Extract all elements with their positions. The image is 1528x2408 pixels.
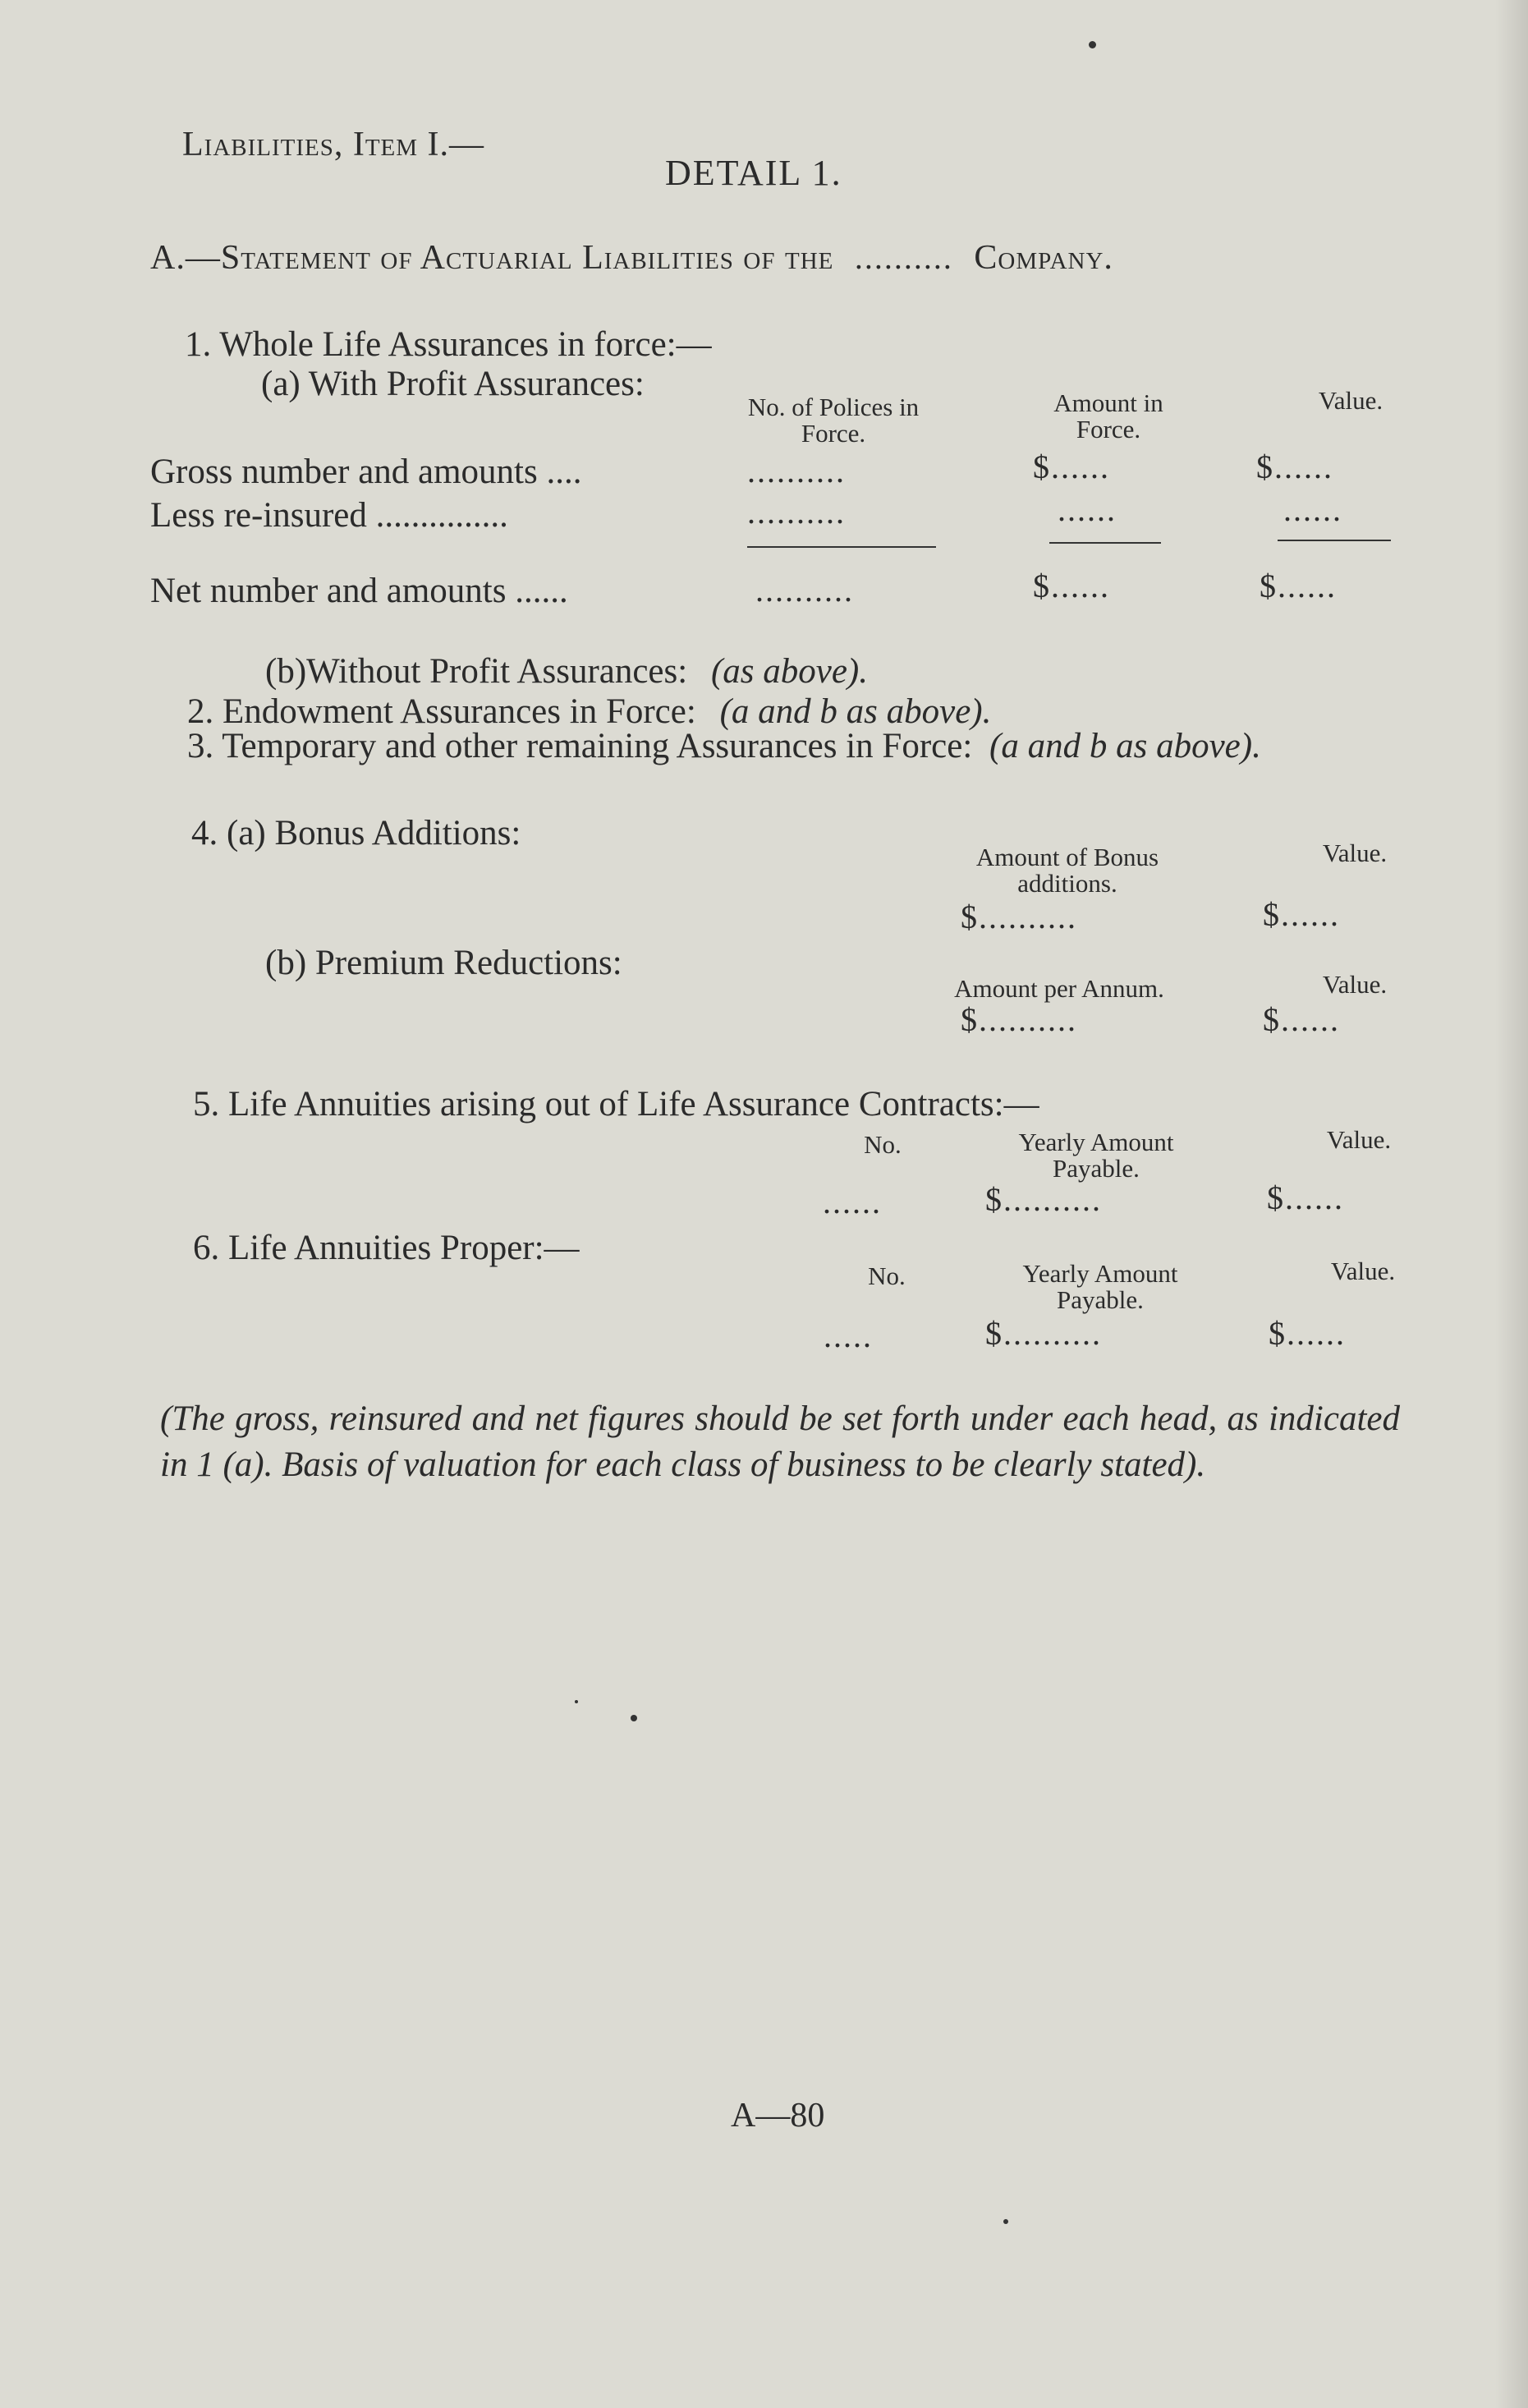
- premium-amount: $..........: [961, 1001, 1077, 1038]
- col-header-premium-amount: Amount per Annum.: [954, 974, 1164, 1003]
- bonus-amount: $..........: [961, 898, 1077, 935]
- col-header-bonus-value: Value.: [1322, 839, 1388, 867]
- row-reinsured-value: ......: [1283, 491, 1342, 528]
- row-net-policies: ..........: [755, 572, 854, 609]
- paper-speck: [631, 1715, 637, 1721]
- paper-speck: [575, 1700, 578, 1703]
- item5-heading: 5. Life Annuities arising out of Life Assurance Contracts:—: [193, 1085, 1039, 1124]
- row-gross-value: $......: [1256, 448, 1333, 485]
- detail-title: DETAIL 1.: [665, 153, 842, 193]
- annuity-value: $......: [1267, 1179, 1344, 1216]
- item2: 2. Endowment Assurances in Force: (a and b as above).: [187, 692, 992, 731]
- col-header-proper-no: No.: [868, 1261, 906, 1290]
- paper-speck: [1089, 41, 1096, 48]
- paper-speck: [1003, 2219, 1008, 2224]
- row-net-amount: $......: [1033, 568, 1110, 604]
- proper-yearly: $..........: [985, 1315, 1102, 1352]
- rule-policies: [747, 546, 936, 548]
- item4-sub-b: (b) Premium Reductions:: [265, 944, 622, 982]
- col-header-premium-value: Value.: [1322, 970, 1388, 999]
- annuity-no: ......: [823, 1183, 882, 1220]
- row-gross-label: Gross number and amounts ....: [150, 453, 582, 491]
- col-header-annuity-no: No.: [864, 1130, 902, 1159]
- col-header-annuity-yearly: Yearly Amount Payable.: [1018, 1128, 1174, 1183]
- row-reinsured-policies: ..........: [747, 494, 846, 531]
- page-edge-shadow: [1495, 0, 1528, 2408]
- bonus-value: $......: [1263, 896, 1340, 933]
- row-net-value: $......: [1260, 568, 1337, 604]
- section1-sub-b: (b)Without Profit Assurances: (as above).: [265, 652, 868, 691]
- section1-sub-a: (a) With Profit Assurances:: [261, 365, 645, 403]
- page-number: A—80: [731, 2097, 825, 2135]
- row-net-label: Net number and amounts ......: [150, 572, 568, 610]
- item6-heading: 6. Life Annuities Proper:—: [193, 1229, 580, 1267]
- proper-no: .....: [824, 1317, 873, 1354]
- footnote: (The gross, reinsured and net figures should be set forth under each head, as indicated in 1 (a). Basis of valuation for each class of business to be clearly stated).: [160, 1399, 1400, 1484]
- rule-value: [1278, 540, 1391, 541]
- item3: 3. Temporary and other remaining Assurances in Force: (a and b as above).: [187, 727, 1261, 765]
- col-header-proper-value: Value.: [1330, 1257, 1396, 1285]
- col-header-proper-yearly: Yearly Amount Payable.: [1022, 1259, 1178, 1314]
- row-gross-amount: $......: [1033, 448, 1110, 485]
- section1-heading: 1. Whole Life Assurances in force:—: [185, 325, 712, 364]
- statement-heading: A.—Statement of Actuarial Liabilities of the .......... Company.: [150, 239, 1113, 277]
- row-reinsured-amount: ......: [1058, 491, 1117, 528]
- col-header-amount: Amount in Force.: [1053, 388, 1163, 443]
- col-header-policies: No. of Polices in Force.: [747, 393, 920, 448]
- col-header-bonus-amount: Amount of Bonus additions.: [975, 843, 1159, 898]
- col-header-annuity-value: Value.: [1326, 1125, 1392, 1154]
- premium-value: $......: [1263, 1001, 1340, 1038]
- top-label: Liabilities, Item I.—: [182, 126, 485, 163]
- annuity-yearly: $..........: [985, 1181, 1102, 1218]
- col-header-value: Value.: [1318, 386, 1383, 415]
- rule-amount: [1049, 542, 1161, 544]
- row-gross-policies: ..........: [747, 453, 846, 489]
- proper-value: $......: [1269, 1315, 1346, 1352]
- row-reinsured-label: Less re-insured ...............: [150, 496, 508, 535]
- item4-heading: 4. (a) Bonus Additions:: [191, 814, 521, 852]
